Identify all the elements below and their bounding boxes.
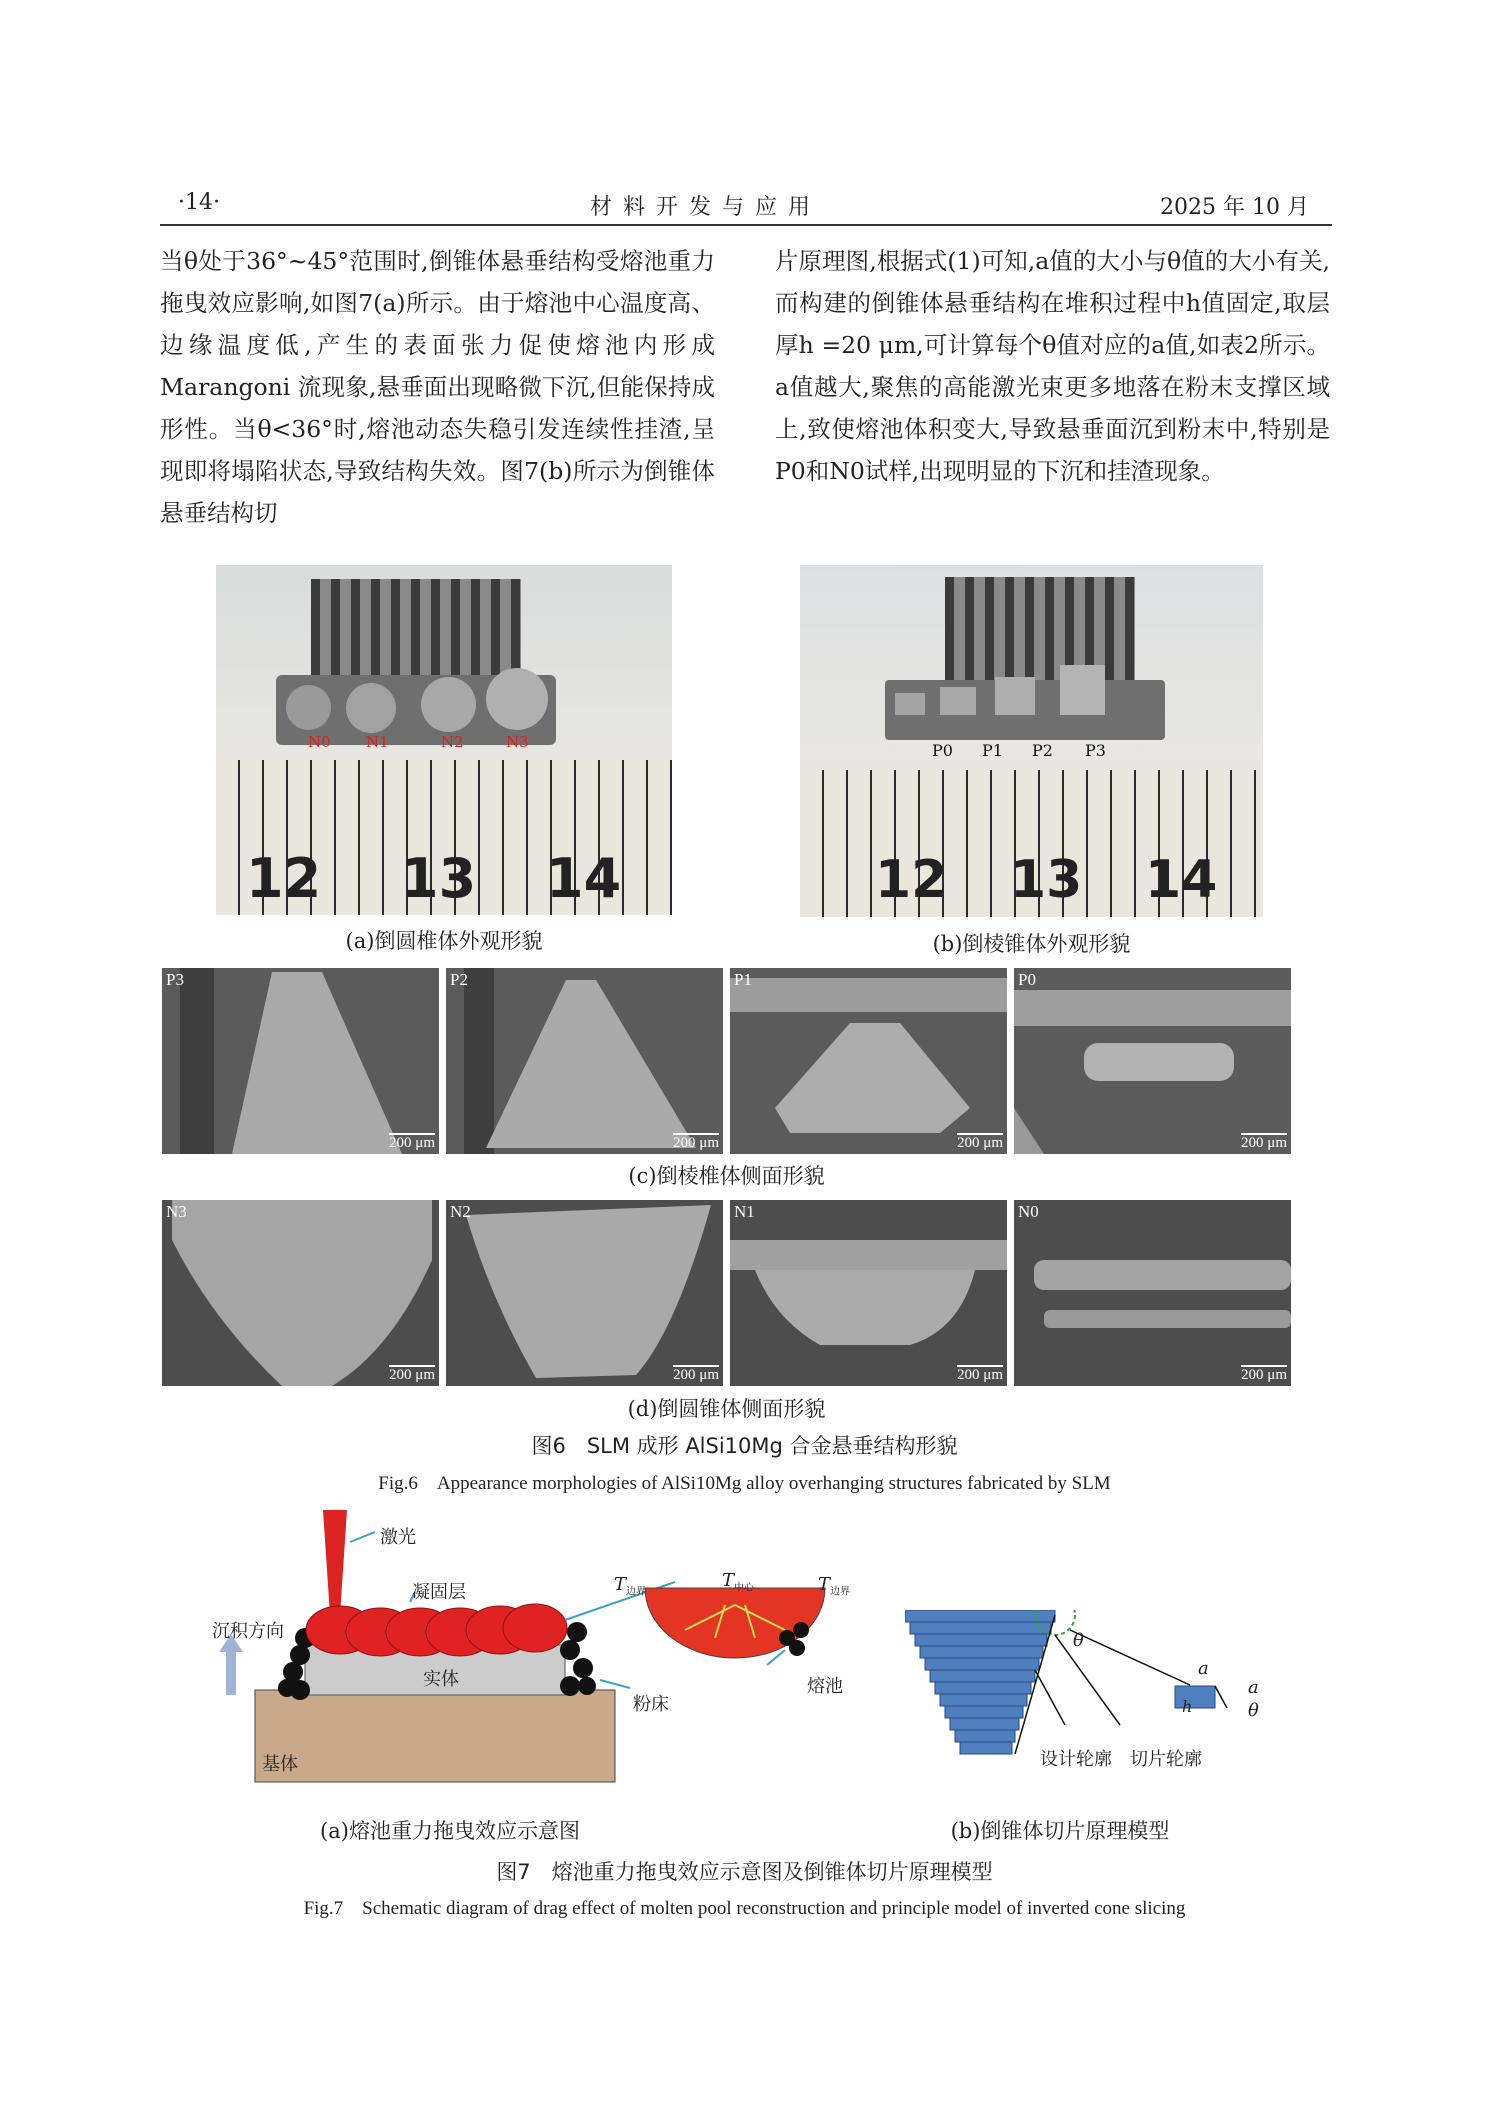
sem-n0 <box>1014 1200 1291 1386</box>
cone-n2 <box>421 677 476 732</box>
pyramid-p2 <box>995 677 1035 715</box>
sem-n3 <box>162 1200 439 1386</box>
ruler-number-13: 13 <box>401 847 477 910</box>
label-n2: N2 <box>441 733 464 751</box>
fig6d-caption: (d)倒圆锥体侧面形貌 <box>627 1397 826 1421</box>
scale-bar: 200 μm <box>1241 1367 1287 1383</box>
pyramid-p1 <box>940 687 976 715</box>
scale-bar: 200 μm <box>389 1135 435 1151</box>
label-p2: P2 <box>1032 741 1053 760</box>
pyramid-shape <box>1014 968 1291 1154</box>
label-n1: N1 <box>366 733 389 751</box>
scale-bar: 200 μm <box>957 1135 1003 1151</box>
label-laser: 激光 <box>380 1527 416 1548</box>
pyramid-shape <box>162 968 439 1154</box>
label-design-contour: 设计轮廓 <box>1040 1749 1112 1770</box>
fig6b-photo <box>800 565 1263 917</box>
sem-label: N3 <box>166 1202 187 1221</box>
label-p3: P3 <box>1085 741 1106 760</box>
fig6a-photo <box>216 565 672 915</box>
label-t-edge-right: $T_{边界}$ <box>818 1574 851 1598</box>
label-theta-left: θ <box>1073 1630 1084 1651</box>
scale-bar: 200 μm <box>673 1367 719 1383</box>
label-substrate: 基体 <box>262 1754 298 1775</box>
label-solid-layer: 凝固层 <box>412 1582 466 1603</box>
right-column-text: 片原理图,根据式(1)可知,a值的大小与θ值的大小有关,而构建的倒锥体悬垂结构在堆积过程中h值固定,取层厚h =20 μm,可计算每个θ值对应的a值,如表2所示。a值越大,聚焦的高能激光束更多地落在粉末支撑区域上,致使熔池体积变大,导致悬垂面沉到粉末中,特别是P0和N0试样,出现明显的下沉和挂渣现象。 <box>775 247 1330 485</box>
fig6-title-en: Fig.6 Appearance morphologies of AlSi10Mg alloy overhanging structures fabricated by SLM <box>378 1473 1111 1494</box>
sem-p2 <box>446 968 723 1154</box>
pyramid-p3 <box>1060 665 1105 715</box>
ruler-number-14: 14 <box>1145 850 1218 910</box>
fig6c-caption: (c)倒棱椎体侧面形貌 <box>628 1164 825 1188</box>
left-column-text: 当θ处于36°~45°范围时,倒锥体悬垂结构受熔池重力拖曳效应影响,如图7(a)所示。由于熔池中心温度高、边缘温度低,产生的表面张力促使熔池内形成 Marangoni 流现象,悬垂面出现略微下沉,但能保持成形性。当θ<36°时,熔池动态失稳引发连续性挂渣,呈现即将塌陷状态,导致结构失效。图7(b)所示为倒锥体悬垂结构切 <box>160 247 715 527</box>
scale-bar: 200 μm <box>957 1367 1003 1383</box>
ruler-number-12: 12 <box>875 850 948 910</box>
sem-p1 <box>730 968 1007 1154</box>
sem-label: N2 <box>450 1202 471 1221</box>
pyramid-shape <box>730 968 1007 1154</box>
fig7-title: 图7 熔池重力拖曳效应示意图及倒锥体切片原理模型 <box>496 1860 993 1884</box>
fig7a-schematic <box>205 1510 885 1830</box>
fig6-title: 图6 SLM 成形 AlSi10Mg 合金悬垂结构形貌 <box>531 1434 958 1458</box>
label-theta-right: θ <box>1248 1700 1259 1721</box>
sem-label: P2 <box>450 970 468 989</box>
label-h: h <box>1182 1697 1193 1716</box>
pyramid-p0 <box>895 693 925 715</box>
cone-shape <box>1014 1200 1291 1386</box>
fig7a-caption: (a)熔池重力拖曳效应示意图 <box>320 1819 580 1843</box>
sem-label: P3 <box>166 970 184 989</box>
label-solid: 实体 <box>423 1669 459 1690</box>
label-p1: P1 <box>982 741 1003 760</box>
fig6b-caption: (b)倒棱锥体外观形貌 <box>932 932 1131 956</box>
label-a-top: a <box>1198 1658 1209 1679</box>
sem-n1 <box>730 1200 1007 1386</box>
scale-bar: 200 μm <box>673 1135 719 1151</box>
sem-p3 <box>162 968 439 1154</box>
sem-label: P1 <box>734 970 752 989</box>
ruler-number-13: 13 <box>1010 850 1083 910</box>
sem-p0 <box>1014 968 1291 1154</box>
sem-n2 <box>446 1200 723 1386</box>
cone-n3 <box>486 668 548 730</box>
cone-shape <box>162 1200 439 1386</box>
label-slice-contour: 切片轮廓 <box>1130 1749 1202 1770</box>
label-molten-pool: 熔池 <box>807 1676 843 1697</box>
page-number: ·14· <box>178 190 220 215</box>
issue-date: 2025 年 10 月 <box>1160 195 1309 220</box>
sem-label: N1 <box>734 1202 755 1221</box>
ruler-number-12: 12 <box>246 847 322 910</box>
scale-bar: 200 μm <box>389 1367 435 1383</box>
cone-n1 <box>346 683 396 733</box>
label-t-center: $T_{中心}$ <box>722 1570 755 1594</box>
pyramid-shape <box>446 968 723 1154</box>
label-powder: 粉床 <box>633 1694 669 1715</box>
fig7b-caption: (b)倒锥体切片原理模型 <box>950 1819 1170 1843</box>
cone-shape <box>730 1200 1007 1386</box>
label-a-right: a <box>1248 1677 1259 1698</box>
fig7-title-en: Fig.7 Schematic diagram of drag effect of molten pool reconstruction and principle model of inverted cone slicing <box>303 1898 1186 1919</box>
label-n3: N3 <box>506 733 529 751</box>
cone-n0 <box>286 685 331 730</box>
scale-bar: 200 μm <box>1241 1135 1287 1151</box>
sem-label: N0 <box>1018 1202 1039 1221</box>
label-direction: 沉积方向 <box>212 1621 284 1642</box>
header-rule <box>160 224 1332 226</box>
label-p0: P0 <box>932 741 953 760</box>
fig7b-slicing-model <box>905 1610 1285 1820</box>
fig6a-caption: (a)倒圆椎体外观形貌 <box>345 929 543 953</box>
label-t-edge-left: $T_{边界}$ <box>614 1574 647 1598</box>
label-n0: N0 <box>308 733 331 751</box>
sem-label: P0 <box>1018 970 1036 989</box>
journal-title: 材 料 开 发 与 应 用 <box>590 195 812 220</box>
cone-shape <box>446 1200 723 1386</box>
ruler-number-14: 14 <box>546 847 622 910</box>
